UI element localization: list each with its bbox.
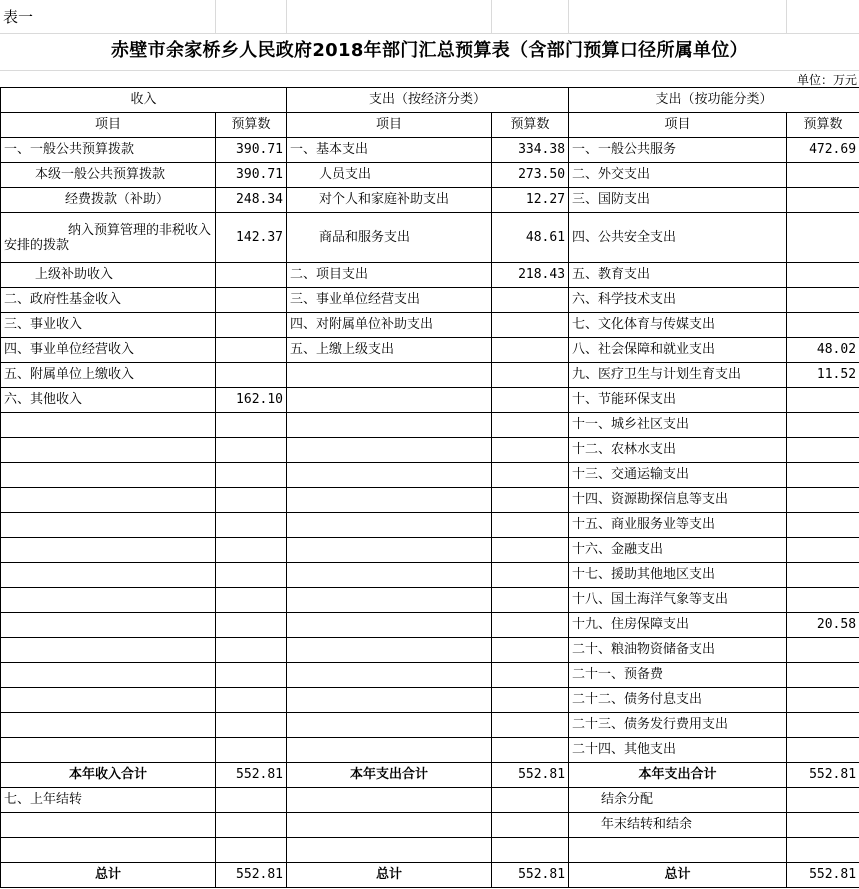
func-item-cell[interactable]: 十七、援助其他地区支出 [569, 563, 787, 588]
gridline [215, 0, 216, 34]
func-amount-cell[interactable] [787, 588, 859, 613]
func-amount-cell[interactable] [787, 663, 859, 688]
econ-item-cell[interactable] [287, 413, 492, 438]
econ-expense-section-header[interactable]: 支出（按经济分类） [287, 88, 569, 113]
func-item-cell[interactable]: 八、社会保障和就业支出 [569, 338, 787, 363]
econ-amount-cell[interactable] [492, 388, 569, 413]
econ-subtotal-value[interactable]: 552.81 [492, 763, 569, 788]
gridline [491, 0, 492, 34]
income-item-cell[interactable]: 二、政府性基金收入 [1, 288, 216, 313]
income-amount-cell[interactable] [216, 838, 287, 863]
econ-amount-cell[interactable] [492, 288, 569, 313]
func-amount-cell[interactable] [787, 513, 859, 538]
func-item-cell[interactable]: 二十三、债务发行费用支出 [569, 713, 787, 738]
econ-amount-cell[interactable] [492, 638, 569, 663]
unit-label: 单位：万元 [796, 73, 857, 87]
table-row [1, 538, 859, 563]
econ-amount-cell[interactable]: 12.27 [492, 188, 569, 213]
func-amount-cell[interactable] [787, 413, 859, 438]
econ-amount-cell[interactable] [492, 538, 569, 563]
income-amount-cell[interactable] [216, 263, 287, 288]
table-row [1, 613, 859, 638]
econ-amount-cell[interactable] [492, 688, 569, 713]
func-item-cell[interactable]: 十四、资源勘探信息等支出 [569, 488, 787, 513]
econ-item-cell[interactable]: 一、基本支出 [287, 138, 492, 163]
func-item-cell[interactable]: 三、国防支出 [569, 188, 787, 213]
econ-item-cell[interactable] [287, 738, 492, 763]
econ-amount-cell[interactable] [492, 363, 569, 388]
func-amount-cell[interactable] [787, 788, 859, 813]
income-item-cell[interactable] [1, 738, 216, 763]
func-item-cell[interactable]: 二十四、其他支出 [569, 738, 787, 763]
func-item-cell[interactable]: 十九、住房保障支出 [569, 613, 787, 638]
func-amount-cell[interactable] [787, 463, 859, 488]
econ-amount-cell[interactable] [492, 663, 569, 688]
gridline [568, 0, 569, 34]
table-row [1, 688, 859, 713]
table-row [1, 788, 859, 813]
income-item-cell[interactable]: 经费拨款（补助） [1, 188, 216, 213]
income-item-header[interactable]: 项目 [1, 113, 216, 138]
econ-item-cell[interactable] [287, 838, 492, 863]
func-item-cell[interactable]: 十三、交通运输支出 [569, 463, 787, 488]
econ-amount-cell[interactable] [492, 613, 569, 638]
econ-item-cell[interactable]: 商品和服务支出 [287, 213, 492, 263]
income-item-cell[interactable] [1, 413, 216, 438]
func-amount-cell[interactable] [787, 838, 859, 863]
func-item-cell[interactable]: 十五、商业服务业等支出 [569, 513, 787, 538]
func-total-value[interactable]: 552.81 [787, 863, 859, 888]
table-row [1, 163, 859, 188]
income-section-header[interactable]: 收入 [1, 88, 287, 113]
econ-amount-cell[interactable] [492, 838, 569, 863]
table-row [1, 713, 859, 738]
income-amount-cell[interactable] [216, 713, 287, 738]
income-item-cell[interactable] [1, 438, 216, 463]
func-item-cell[interactable]: 十、节能环保支出 [569, 388, 787, 413]
income-amount-cell[interactable] [216, 813, 287, 838]
func-item-cell[interactable]: 九、医疗卫生与计划生育支出 [569, 363, 787, 388]
table-row [1, 638, 859, 663]
func-amount-cell[interactable]: 20.58 [787, 613, 859, 638]
income-amount-cell[interactable] [216, 463, 287, 488]
income-amount-cell[interactable] [216, 313, 287, 338]
income-amount-cell[interactable] [216, 438, 287, 463]
table-row [1, 213, 859, 263]
econ-item-cell[interactable]: 四、对附属单位补助支出 [287, 313, 492, 338]
func-item-cell[interactable]: 十一、城乡社区支出 [569, 413, 787, 438]
income-item-cell[interactable] [1, 713, 216, 738]
income-item-cell[interactable] [1, 488, 216, 513]
func-subtotal-label[interactable]: 本年支出合计 [569, 763, 787, 788]
econ-amount-cell[interactable] [492, 738, 569, 763]
table-row [1, 288, 859, 313]
func-item-cell[interactable]: 一、一般公共服务 [569, 138, 787, 163]
income-item-cell[interactable]: 纳入预算管理的非税收入安排的拨款 [1, 213, 216, 263]
table-row [1, 413, 859, 438]
total-row [1, 863, 859, 888]
section-header-row [1, 88, 859, 113]
income-amount-cell[interactable] [216, 563, 287, 588]
econ-item-cell[interactable]: 二、项目支出 [287, 263, 492, 288]
econ-total-label[interactable]: 总计 [287, 863, 492, 888]
econ-amount-cell[interactable]: 218.43 [492, 263, 569, 288]
table-row [1, 488, 859, 513]
econ-total-value[interactable]: 552.81 [492, 863, 569, 888]
income-amount-cell[interactable]: 390.71 [216, 163, 287, 188]
func-expense-section-header[interactable]: 支出（按功能分类） [569, 88, 859, 113]
func-item-header[interactable]: 项目 [569, 113, 787, 138]
econ-item-cell[interactable] [287, 788, 492, 813]
econ-amount-cell[interactable] [492, 413, 569, 438]
func-item-cell[interactable]: 十二、农林水支出 [569, 438, 787, 463]
econ-item-cell[interactable]: 三、事业单位经营支出 [287, 288, 492, 313]
func-item-cell[interactable]: 二十、粮油物资储备支出 [569, 638, 787, 663]
income-item-cell[interactable] [1, 463, 216, 488]
econ-item-cell[interactable] [287, 488, 492, 513]
income-amount-cell[interactable] [216, 588, 287, 613]
econ-item-cell[interactable] [287, 613, 492, 638]
income-item-cell[interactable] [1, 663, 216, 688]
econ-amount-cell[interactable]: 334.38 [492, 138, 569, 163]
income-amount-cell[interactable] [216, 338, 287, 363]
sheet-top-row [0, 0, 859, 34]
income-amount-cell[interactable] [216, 613, 287, 638]
income-total-label[interactable]: 总计 [1, 863, 216, 888]
econ-item-cell[interactable] [287, 588, 492, 613]
econ-item-header[interactable]: 项目 [287, 113, 492, 138]
income-item-cell[interactable] [1, 813, 216, 838]
econ-amount-cell[interactable] [492, 338, 569, 363]
func-amount-cell[interactable] [787, 813, 859, 838]
econ-amount-cell[interactable] [492, 813, 569, 838]
econ-item-cell[interactable] [287, 438, 492, 463]
income-amount-cell[interactable]: 390.71 [216, 138, 287, 163]
func-item-cell[interactable]: 二十二、债务付息支出 [569, 688, 787, 713]
table-row [1, 838, 859, 863]
econ-item-cell[interactable]: 对个人和家庭补助支出 [287, 188, 492, 213]
func-amount-cell[interactable] [787, 713, 859, 738]
table-row [1, 563, 859, 588]
econ-item-cell[interactable] [287, 538, 492, 563]
income-item-cell[interactable]: 六、其他收入 [1, 388, 216, 413]
column-header-row [1, 113, 859, 138]
income-amount-cell[interactable] [216, 538, 287, 563]
table-row [1, 188, 859, 213]
func-item-cell[interactable]: 十八、国土海洋气象等支出 [569, 588, 787, 613]
income-amount-cell[interactable] [216, 363, 287, 388]
func-item-cell[interactable]: 六、科学技术支出 [569, 288, 787, 313]
func-amount-cell[interactable] [787, 188, 859, 213]
econ-item-cell[interactable] [287, 813, 492, 838]
econ-item-cell[interactable]: 人员支出 [287, 163, 492, 188]
func-amount-cell[interactable] [787, 313, 859, 338]
subtotal-row [1, 763, 859, 788]
func-amount-cell[interactable] [787, 288, 859, 313]
income-amount-cell[interactable] [216, 738, 287, 763]
econ-amount-header[interactable]: 预算数 [492, 113, 569, 138]
table-row [1, 463, 859, 488]
func-item-cell[interactable]: 十六、金融支出 [569, 538, 787, 563]
econ-amount-cell[interactable] [492, 313, 569, 338]
table-row [1, 363, 859, 388]
func-item-cell[interactable]: 结余分配 [569, 788, 787, 813]
income-item-cell[interactable]: 七、上年结转 [1, 788, 216, 813]
table-row [1, 313, 859, 338]
econ-item-cell[interactable] [287, 388, 492, 413]
sheet-label: 表一 [3, 8, 34, 26]
func-amount-cell[interactable] [787, 688, 859, 713]
func-amount-cell[interactable]: 11.52 [787, 363, 859, 388]
econ-item-cell[interactable] [287, 688, 492, 713]
income-amount-cell[interactable] [216, 413, 287, 438]
func-amount-cell[interactable] [787, 163, 859, 188]
table-row [1, 663, 859, 688]
income-item-cell[interactable] [1, 688, 216, 713]
func-amount-cell[interactable] [787, 488, 859, 513]
econ-amount-cell[interactable] [492, 438, 569, 463]
income-subtotal-label[interactable]: 本年收入合计 [1, 763, 216, 788]
table-row [1, 738, 859, 763]
econ-amount-cell[interactable]: 273.50 [492, 163, 569, 188]
func-amount-cell[interactable] [787, 738, 859, 763]
income-amount-cell[interactable] [216, 288, 287, 313]
func-item-cell[interactable]: 二、外交支出 [569, 163, 787, 188]
budget-table [0, 87, 859, 888]
econ-amount-cell[interactable] [492, 563, 569, 588]
econ-item-cell[interactable] [287, 463, 492, 488]
table-row [1, 263, 859, 288]
income-amount-cell[interactable] [216, 488, 287, 513]
income-item-cell[interactable] [1, 513, 216, 538]
econ-amount-cell[interactable] [492, 513, 569, 538]
table-row [1, 588, 859, 613]
income-item-cell[interactable]: 五、附属单位上缴收入 [1, 363, 216, 388]
income-total-value[interactable]: 552.81 [216, 863, 287, 888]
func-amount-cell[interactable] [787, 638, 859, 663]
table-row [1, 513, 859, 538]
income-item-cell[interactable]: 本级一般公共预算拨款 [1, 163, 216, 188]
income-item-cell[interactable] [1, 563, 216, 588]
func-item-cell[interactable]: 年末结转和结余 [569, 813, 787, 838]
func-item-cell[interactable] [569, 838, 787, 863]
econ-item-cell[interactable] [287, 363, 492, 388]
income-item-cell[interactable]: 上级补助收入 [1, 263, 216, 288]
income-item-cell[interactable] [1, 588, 216, 613]
econ-amount-cell[interactable] [492, 463, 569, 488]
econ-amount-cell[interactable] [492, 788, 569, 813]
econ-item-cell[interactable] [287, 663, 492, 688]
income-item-cell[interactable]: 四、事业单位经营收入 [1, 338, 216, 363]
income-item-cell[interactable]: 一、一般公共预算拨款 [1, 138, 216, 163]
page-title: 赤壁市余家桥乡人民政府2018年部门汇总预算表（含部门预算口径所属单位） [111, 40, 748, 61]
table-row [1, 138, 859, 163]
func-subtotal-value[interactable]: 552.81 [787, 763, 859, 788]
func-item-cell[interactable]: 七、文化体育与传媒支出 [569, 313, 787, 338]
income-item-cell[interactable] [1, 538, 216, 563]
table-row [1, 388, 859, 413]
income-item-cell[interactable] [1, 638, 216, 663]
func-amount-cell[interactable] [787, 438, 859, 463]
func-total-label[interactable]: 总计 [569, 863, 787, 888]
func-amount-cell[interactable] [787, 263, 859, 288]
income-amount-cell[interactable] [216, 663, 287, 688]
econ-item-cell[interactable] [287, 513, 492, 538]
func-amount-cell[interactable] [787, 213, 859, 263]
econ-item-cell[interactable]: 五、上缴上级支出 [287, 338, 492, 363]
income-amount-cell[interactable] [216, 513, 287, 538]
econ-item-cell[interactable] [287, 563, 492, 588]
func-amount-cell[interactable] [787, 388, 859, 413]
income-amount-header[interactable]: 预算数 [216, 113, 287, 138]
func-item-cell[interactable]: 二十一、预备费 [569, 663, 787, 688]
income-amount-cell[interactable]: 142.37 [216, 213, 287, 263]
income-amount-cell[interactable]: 162.10 [216, 388, 287, 413]
econ-subtotal-label[interactable]: 本年支出合计 [287, 763, 492, 788]
econ-item-cell[interactable] [287, 638, 492, 663]
income-item-cell[interactable]: 三、事业收入 [1, 313, 216, 338]
econ-item-cell[interactable] [287, 713, 492, 738]
func-amount-cell[interactable] [787, 563, 859, 588]
func-amount-cell[interactable]: 48.02 [787, 338, 859, 363]
func-item-cell[interactable]: 四、公共安全支出 [569, 213, 787, 263]
func-amount-cell[interactable]: 472.69 [787, 138, 859, 163]
econ-amount-cell[interactable] [492, 713, 569, 738]
income-amount-cell[interactable] [216, 788, 287, 813]
income-subtotal-value[interactable]: 552.81 [216, 763, 287, 788]
income-amount-cell[interactable] [216, 638, 287, 663]
econ-amount-cell[interactable]: 48.61 [492, 213, 569, 263]
econ-amount-cell[interactable] [492, 588, 569, 613]
table-row [1, 438, 859, 463]
func-item-cell[interactable]: 五、教育支出 [569, 263, 787, 288]
table-row [1, 813, 859, 838]
income-amount-cell[interactable] [216, 688, 287, 713]
gridline [786, 0, 787, 34]
func-amount-cell[interactable] [787, 538, 859, 563]
income-item-cell[interactable] [1, 613, 216, 638]
income-amount-cell[interactable]: 248.34 [216, 188, 287, 213]
income-item-cell[interactable] [1, 838, 216, 863]
func-amount-header[interactable]: 预算数 [787, 113, 859, 138]
table-row [1, 338, 859, 363]
econ-amount-cell[interactable] [492, 488, 569, 513]
gridline [286, 0, 287, 34]
